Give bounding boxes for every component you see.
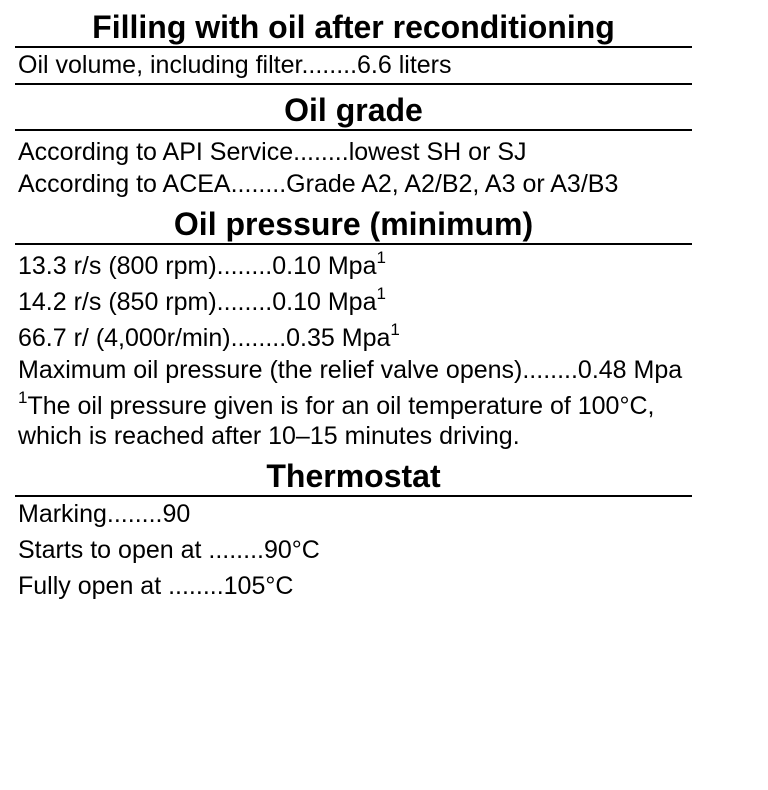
footnote-ref: 1 [376,283,386,303]
thermostat-marking: Marking........90 [18,500,191,528]
heading-oil-pressure: Oil pressure (minimum) [15,205,692,245]
oil-pressure-4000rpm [15,319,692,353]
acea-spec: According to ACEA........Grade A2, A2/B2, A3 or A3/B3 [18,170,619,198]
heading-oil-grade: Oil grade [15,91,692,131]
max-oil-pressure: Maximum oil pressure (the relief valve opens)........0.48 Mpa [18,356,683,384]
oil-pressure-850rpm [15,283,692,317]
oil-pressure-850rpm-text: 14.2 r/s (850 rpm)........0.10 Mpa [18,288,377,316]
api-service-spec: According to API Service........lowest SH or SJ [18,138,527,166]
oil-pressure-800rpm [15,247,692,281]
footnote-ref: 1 [390,319,400,339]
footnote-ref: 1 [376,247,386,267]
heading-thermostat: Thermostat [15,457,692,497]
footnote-mark: 1 [18,387,28,407]
heading-filling-with-oil: Filling with oil after reconditioning [15,8,692,48]
footnote-text: The oil pressure given is for an oil temperature of 100°C, which is reached after 10–15 minutes driving. [18,392,655,450]
thermostat-starts-open: Starts to open at ........90°C [18,536,320,564]
oil-pressure-800rpm-text: 13.3 r/s (800 rpm)........0.10 Mpa [18,252,377,280]
oil-volume-spec: Oil volume, including filter........6.6 liters [15,50,692,85]
oil-pressure-4000rpm-text: 66.7 r/ (4,000r/min)........0.35 Mpa [18,324,391,352]
spec-document [15,0,692,601]
thermostat-fully-open: Fully open at ........105°C [18,572,294,600]
oil-pressure-footnote [15,387,692,451]
